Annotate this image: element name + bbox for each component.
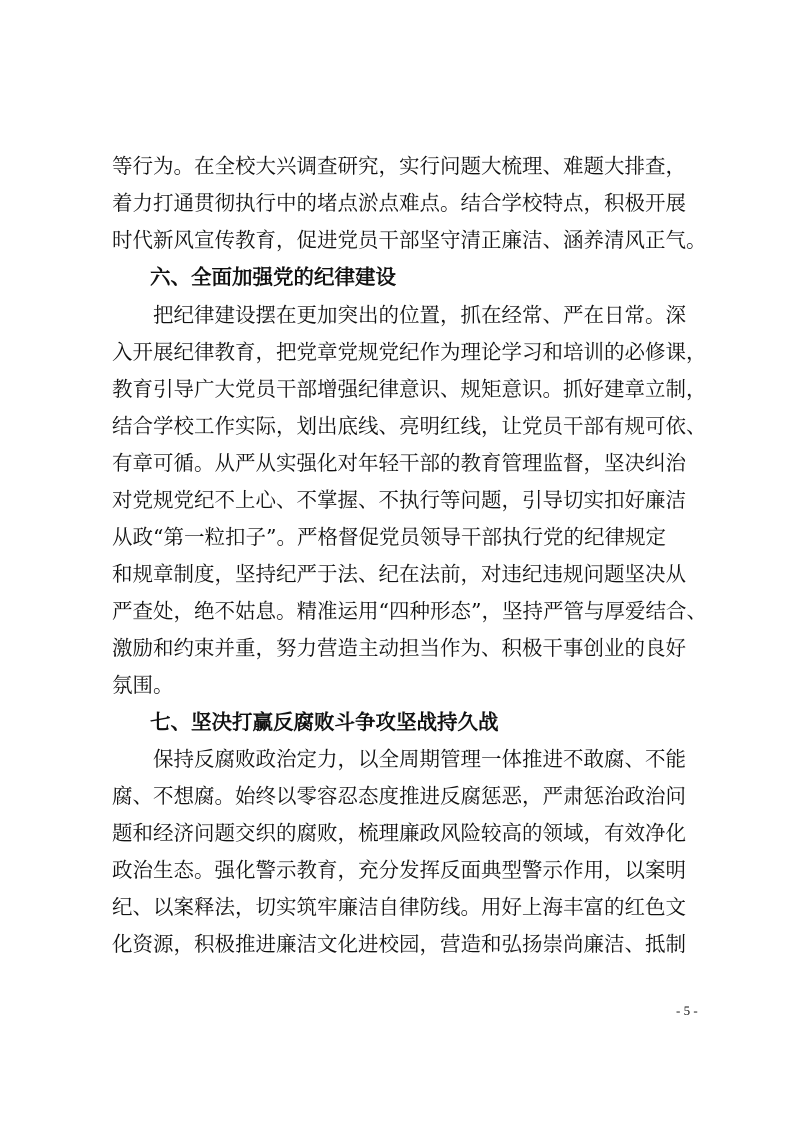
text-line: 对党规党纪不上心、不掌握、不执行等问题，引导切实扣好廉洁 xyxy=(112,488,686,512)
section-7-heading: 七、坚决打赢反腐败斗争攻坚战持久战 xyxy=(150,710,499,734)
text-line: 有章可循。从严从实强化对年轻干部的教育管理监督，坚决纠治 xyxy=(112,451,686,475)
text-line: 从政“第一粒扣子”。严格督促党员领导干部执行党的纪律规定 xyxy=(112,525,666,549)
text-line: 把纪律建设摆在更加突出的位置，抓在经常、严在日常。深 xyxy=(112,303,686,327)
text-line: 和规章制度，坚持纪严于法、纪在法前，对违纪违规问题坚决从 xyxy=(112,562,686,586)
text-line: 教育引导广大党员干部增强纪律意识、规矩意识。抓好建章立制， xyxy=(112,377,707,401)
text-line: 激励和约束并重，努力营造主动担当作为、积极干事创业的良好 xyxy=(112,636,686,660)
text-line: 保持反腐败政治定力，以全周期管理一体推进不敢腐、不能 xyxy=(112,747,686,771)
section-6-heading: 六、全面加强党的纪律建设 xyxy=(150,265,396,289)
text-line: 入开展纪律教育，把党章党规党纪作为理论学习和培训的必修课， xyxy=(112,340,707,364)
page-number: - 5 - xyxy=(676,1003,698,1018)
text-line: 着力打通贯彻执行中的堵点淤点难点。结合学校特点，积极开展 xyxy=(112,191,686,215)
text-line: 纪、以案释法，切实筑牢廉洁自律防线。用好上海丰富的红色文 xyxy=(112,895,686,919)
text-line: 化资源，积极推进廉洁文化进校园，营造和弘扬崇尚廉洁、抵制 xyxy=(112,932,686,956)
text-line: 题和经济问题交织的腐败，梳理廉政风险较高的领域，有效净化 xyxy=(112,821,686,845)
text-line: 时代新风宣传教育，促进党员干部坚守清正廉洁、涵养清风正气。 xyxy=(112,228,707,252)
text-line: 氛围。 xyxy=(112,673,174,697)
text-line: 腐、不想腐。始终以零容忍态度推进反腐惩恶，严肃惩治政治问 xyxy=(112,784,686,808)
text-line: 等行为。在全校大兴调查研究，实行问题大梳理、难题大排查， xyxy=(112,154,686,178)
text-line: 结合学校工作实际，划出底线、亮明红线，让党员干部有规可依、 xyxy=(112,414,707,438)
text-line: 严查处，绝不姑息。精准运用“四种形态”，坚持严管与厚爱结合、 xyxy=(112,599,707,623)
text-line: 政治生态。强化警示教育，充分发挥反面典型警示作用，以案明 xyxy=(112,858,686,882)
